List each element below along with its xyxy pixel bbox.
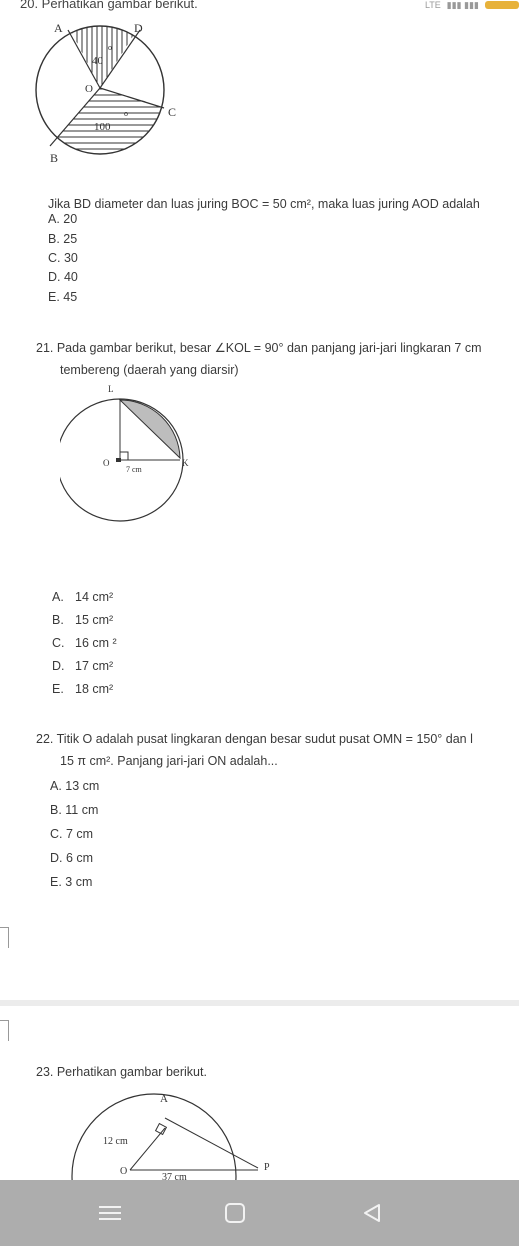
q22-option-b[interactable]: B. 11 cm [50,803,99,817]
right-angle-mark [120,452,128,460]
q21-figure [60,380,200,530]
battery-icon [485,1,519,9]
menu-button[interactable] [90,1198,130,1228]
label-p: P [264,1162,270,1173]
menu-icon [97,1202,123,1224]
q22-question-line2: 15 π cm². Panjang jari-jari ON adalah... [60,754,278,768]
home-button[interactable] [215,1198,255,1228]
q21-option-c-value[interactable]: 16 cm ² [75,636,117,650]
page-divider [0,1000,519,1006]
q21-option-e-letter[interactable]: E. [52,682,64,696]
q20-option-a[interactable]: A. 20 [48,212,78,226]
q20-option-e[interactable]: E. 45 [48,290,78,304]
label-radius: 12 cm [103,1136,128,1147]
q21-option-c-letter[interactable]: C. [52,636,65,650]
q22-option-c[interactable]: C. 7 cm [50,827,94,841]
back-icon [360,1201,384,1225]
label-o: O [120,1166,128,1177]
label-k: K [182,458,189,468]
q23-question-line1: 23. Perhatikan gambar berikut. [36,1065,207,1079]
q20-option-d[interactable]: D. 40 [48,270,78,284]
home-icon [223,1201,247,1225]
label-radius: 7 cm [126,465,142,474]
q22-option-e[interactable]: E. 3 cm [50,875,93,889]
label-op-length: 37 cm [162,1172,187,1180]
q21-option-a-value[interactable]: 14 cm² [75,590,114,604]
signal-icon: ▮▮▮ ▮▮▮ [446,0,479,10]
q21-option-a-letter[interactable]: A. [52,590,64,604]
back-button[interactable] [352,1198,392,1228]
q21-option-d-value[interactable]: 17 cm² [75,659,114,673]
label-o: O [103,458,110,468]
page-edge-mark [0,1020,9,1041]
q23-figure [70,1088,290,1180]
q21-option-e-value[interactable]: 18 cm² [75,682,114,696]
label-a: A [160,1093,168,1105]
q20-figure [30,20,190,170]
angle-40-degree: o [108,43,112,52]
cut-header-text: 20. Perhatikan gambar berikut. [20,0,198,11]
angle-100: 100 [94,121,111,133]
q20-option-c[interactable]: C. 30 [48,251,78,265]
q21-question-line1: 21. Pada gambar berikut, besar ∠KOL = 90° dan panjang jari-jari lingkaran 7 cm [36,341,482,355]
q22-option-a[interactable]: A. 13 cm [50,779,100,793]
status-bar [0,0,519,14]
navigation-bar [0,1180,519,1246]
q22-option-d[interactable]: D. 6 cm [50,851,94,865]
tangent-ap [165,1118,258,1168]
page-edge-mark [0,927,9,948]
q20-option-b[interactable]: B. 25 [48,232,78,246]
label-o: O [85,83,93,95]
q21-option-d-letter[interactable]: D. [52,659,65,673]
label-c: C [168,105,177,119]
angle-100-degree: o [124,109,128,118]
q21-option-b-value[interactable]: 15 cm² [75,613,114,627]
shaded-segment [120,400,180,458]
q22-question-line1: 22. Titik O adalah pusat lingkaran dengan besar sudut pusat OMN = 150° dan l [36,732,473,746]
line-oa [130,1128,165,1170]
label-d: D [134,21,143,35]
sector-aod [68,25,140,88]
network-label: LTE [424,0,441,10]
q21-question-line2: tembereng (daerah yang diarsir) [60,363,239,377]
angle-40: 40 [92,55,103,67]
label-b: B [50,151,59,165]
q20-question: Jika BD diameter dan luas juring BOC = 50 cm², maka luas juring AOD adalah [48,197,480,211]
label-a: A [54,21,63,35]
system-icons [425,0,519,10]
q21-option-b-letter[interactable]: B. [52,613,64,627]
label-l: L [108,384,114,394]
